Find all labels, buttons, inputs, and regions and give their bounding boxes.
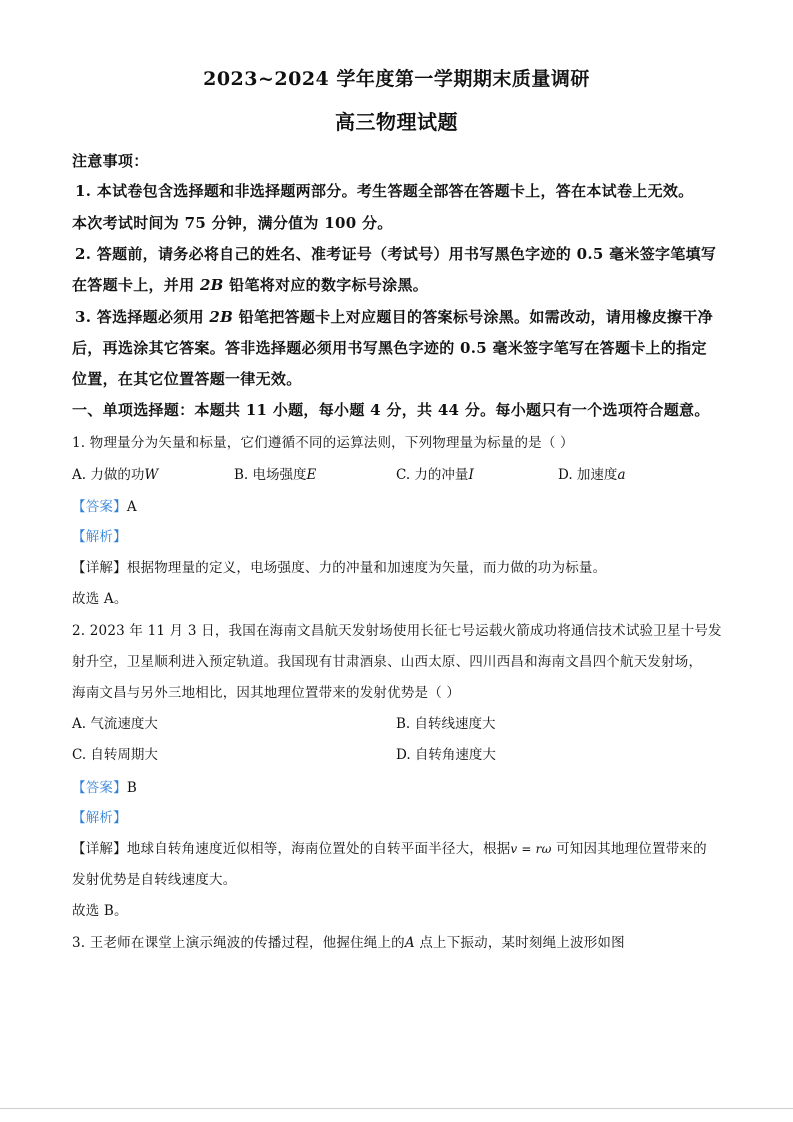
page-bottom-divider bbox=[0, 1108, 793, 1109]
q1-choose: 故选 A。 bbox=[72, 591, 128, 607]
notice-line-4-pencil: 2B bbox=[199, 276, 224, 294]
q1-detail-text: 根据物理量的定义，电场强度、力的冲量和加速度为矢量，而力做的功为标量。 bbox=[126, 560, 607, 576]
notice-line-5-a: 3. 答选择题必须用 bbox=[75, 308, 210, 326]
notice-line-5-c: 铅笔把答题卡上对应题目的答案标号涂黑。如需改动，请用橡皮擦干净 bbox=[233, 308, 713, 326]
q3-stem-b: 点上下振动，某时刻绳上波形如图 bbox=[414, 935, 625, 951]
notice-line-5 bbox=[75, 306, 713, 327]
q2-choose: 故选 B。 bbox=[72, 903, 128, 919]
q2-stem-line-2: 射升空，卫星顺利进入预定轨道。我国现有甘肃酒泉、山西太原、四川西昌和海南文昌四个航天发射场， bbox=[72, 654, 703, 670]
q3-stem bbox=[72, 931, 625, 951]
q1-option-a-label: A. 力做的功 bbox=[72, 467, 145, 483]
q1-answer bbox=[72, 495, 137, 515]
q2-formula: v = rω bbox=[510, 842, 552, 856]
q2-stem-line-3: 海南文昌与另外三地相比，因其地理位置带来的发射优势是（ ） bbox=[72, 685, 461, 701]
q1-detail bbox=[72, 556, 606, 576]
section-heading: 一、单项选择题：本题共 11 小题，每小题 4 分，共 44 分。每小题只有一个选项符合题意。 bbox=[72, 401, 710, 419]
notice-line-4-c: 铅笔将对应的数字标号涂黑。 bbox=[223, 276, 429, 294]
q2-stem-line-1: 2. 2023 年 11 月 3 日，我国在海南文昌航天发射场使用长征七号运载火箭成功将通信技术试验卫星十号发 bbox=[72, 623, 722, 639]
q2-analysis-tag: 【解析】 bbox=[72, 810, 127, 826]
q2-detail-text-b: 可知因其地理位置带来的 bbox=[551, 841, 707, 857]
q2-answer-value: B bbox=[126, 780, 137, 796]
q1-answer-tag: 【答案】 bbox=[72, 499, 127, 515]
notice-heading: 注意事项： bbox=[72, 152, 149, 170]
q2-answer-tag: 【答案】 bbox=[72, 780, 127, 796]
q1-option-d bbox=[558, 463, 626, 483]
q1-option-c bbox=[396, 463, 474, 483]
q1-detail-tag: 【详解】 bbox=[72, 560, 127, 576]
q2-detail-line-2: 发射优势是自转线速度大。 bbox=[72, 872, 237, 888]
q2-option-b: B. 自转线速度大 bbox=[396, 716, 496, 732]
page-title: 2023~2024 学年度第一学期期末质量调研 bbox=[203, 68, 590, 90]
q3-point-symbol: A bbox=[404, 935, 415, 951]
q1-option-d-symbol: a bbox=[617, 467, 626, 483]
notice-line-1: 1. 本试卷包含选择题和非选择题两部分。考生答题全部答在答题卡上，答在本试卷上无效。 bbox=[75, 182, 694, 200]
q2-option-a: A. 气流速度大 bbox=[72, 716, 158, 732]
q1-option-a bbox=[72, 463, 158, 483]
notice-line-3: 2. 答题前，请务必将自己的姓名、准考证号（考试号）用书写黑色字迹的 0.5 毫米签字笔填写 bbox=[75, 245, 717, 263]
notice-line-2: 本次考试时间为 75 分钟，满分值为 100 分。 bbox=[72, 214, 393, 232]
q2-detail bbox=[72, 837, 707, 857]
q1-option-d-label: D. 加速度 bbox=[558, 467, 618, 483]
notice-line-4-a: 在答题卡上，并用 bbox=[72, 276, 200, 294]
q1-option-b-symbol: E bbox=[306, 467, 317, 483]
q2-option-d: D. 自转角速度大 bbox=[396, 747, 496, 763]
q1-option-b bbox=[234, 463, 316, 483]
q1-option-a-symbol: W bbox=[144, 467, 159, 483]
q1-analysis-tag: 【解析】 bbox=[72, 529, 127, 545]
q1-stem: 1. 物理量分为矢量和标量，它们遵循不同的运算法则，下列物理量为标量的是（ ） bbox=[72, 435, 574, 451]
q1-option-b-label: B. 电场强度 bbox=[234, 467, 307, 483]
q2-detail-text-a: 地球自转角速度近似相等，海南位置处的自转平面半径大，根据 bbox=[126, 841, 511, 857]
notice-line-4 bbox=[72, 274, 428, 295]
page-subtitle: 高三物理试题 bbox=[335, 110, 458, 134]
q2-option-c: C. 自转周期大 bbox=[72, 747, 158, 763]
q3-stem-a: 3. 王老师在课堂上演示绳波的传播过程，他握住绳上的 bbox=[72, 935, 405, 951]
notice-line-6: 后，再选涂其它答案。答非选择题必须用书写黑色字迹的 0.5 毫米签字笔写在答题卡上的指定 bbox=[72, 339, 707, 357]
notice-line-5-pencil: 2B bbox=[209, 308, 234, 326]
notice-line-7: 位置，在其它位置答题一律无效。 bbox=[72, 370, 302, 388]
q1-option-c-symbol: I bbox=[468, 467, 474, 483]
q1-option-c-label: C. 力的冲量 bbox=[396, 467, 469, 483]
q2-answer bbox=[72, 776, 137, 796]
q2-detail-tag: 【详解】 bbox=[72, 841, 127, 857]
q1-answer-value: A bbox=[126, 499, 137, 515]
